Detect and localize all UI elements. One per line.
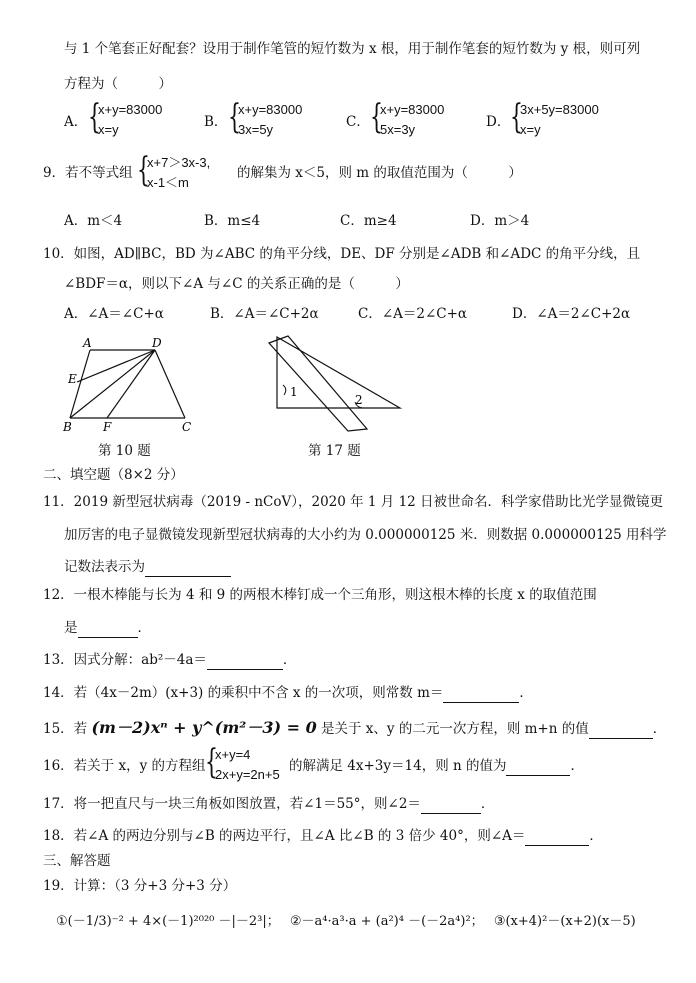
q11-line3 bbox=[64, 557, 231, 577]
q16-suffix-line: 的解满足 4x+3y＝14，则 n 的值为 ． bbox=[289, 758, 584, 774]
q12-text: 是 bbox=[64, 620, 78, 636]
q17-line: 17．将一把直尺与一块三角板如图放置，若∠1＝55°，则∠2＝ ． bbox=[43, 796, 495, 812]
q9-option-b[interactable]: B．m≤4 bbox=[204, 213, 261, 229]
q18-line: 18．若∠A 的两边分别与∠B 的两边平行，且∠A 比∠B 的 3 倍少 40°，则∠A＝ ． bbox=[43, 828, 603, 844]
q14-text: 14．若（4x－2m）(x+3) 的乘积中不含 x 的一次项，则常数 m＝ bbox=[43, 685, 444, 701]
q11-text: 记数法表示为 bbox=[64, 559, 145, 575]
q18-text: 18．若∠A 的两边分别与∠B 的两边平行，且∠A 比∠B 的 3 倍少 40°，则∠A＝ bbox=[43, 828, 526, 844]
option-label: C． bbox=[346, 114, 370, 130]
q19-expr2: ②－a⁴·a³·a + (a²)⁴ －(－2a⁴)²； bbox=[289, 914, 484, 929]
equation-2: 3x=5y bbox=[238, 122, 274, 137]
q19-expressions bbox=[56, 912, 636, 932]
q9-eq2: x-1＜m bbox=[147, 175, 189, 190]
answer-blank[interactable] bbox=[443, 687, 519, 703]
q10-line2: ∠BDF＝α，则以下∠A 与∠C 的关系正确的是（ ） bbox=[64, 276, 409, 292]
answer-blank[interactable] bbox=[78, 622, 138, 638]
answer-blank[interactable] bbox=[421, 798, 481, 814]
q17-text: 17．将一把直尺与一块三角板如图放置，若∠1＝55°，则∠2＝ bbox=[43, 796, 421, 812]
equation-1: 3x+5y=83000 bbox=[520, 102, 599, 117]
q8-option-d[interactable]: D． { 3x+5y=83000 x=y bbox=[486, 97, 599, 137]
q9-option-a[interactable]: A．m＜4 bbox=[64, 213, 123, 229]
section2-heading: 二、填空题（8×2 分） bbox=[43, 467, 184, 483]
fig10-label-a: A bbox=[83, 336, 92, 350]
equation-1: x+y=83000 bbox=[238, 102, 303, 117]
q15-prefix: 15．若 bbox=[43, 721, 88, 737]
equation-1: x+y=83000 bbox=[98, 102, 163, 117]
q8-line1: 与 1 个笔套正好配套？设用于制作笔管的短竹数为 x 根，用于制作笔套的短竹数为 y 根，则可列 bbox=[64, 41, 641, 57]
fig10-caption: 第 10 题 bbox=[98, 443, 151, 459]
q14-line: 14．若（4x－2m）(x+3) 的乘积中不含 x 的一次项，则常数 m＝ ． bbox=[43, 685, 533, 701]
fig17-caption: 第 17 题 bbox=[308, 443, 361, 459]
answer-blank[interactable] bbox=[506, 760, 570, 776]
answer-blank[interactable] bbox=[525, 830, 589, 846]
option-label: B． bbox=[204, 114, 228, 130]
q9-suffix: 的解集为 x＜5，则 m 的取值范围为（ ） bbox=[237, 165, 522, 181]
q19-title: 19．计算：（3 分+3 分+3 分） bbox=[43, 878, 237, 894]
equation-2: x=y bbox=[520, 122, 541, 137]
fig10-label-e: E bbox=[68, 372, 77, 386]
q9-eq1: x+7＞3x-3, bbox=[147, 155, 211, 170]
q10-option-d[interactable]: D．∠A＝2∠C+2α bbox=[512, 306, 631, 322]
fig10-label-c: C bbox=[182, 420, 192, 434]
fig17-label-2: 2 bbox=[355, 393, 363, 407]
q15-line: 15．若 (m－2)xⁿ + y^(m²－3) = 0 是关于 x、y 的二元一次方程，则 m+n 的值 ． bbox=[43, 718, 667, 737]
q9-prefix: 9．若不等式组 bbox=[43, 165, 133, 181]
q13-text: 13．因式分解：ab²－4a＝ bbox=[43, 652, 207, 668]
q8-option-a[interactable]: A． { x+y=83000 x=y bbox=[64, 97, 163, 137]
q16-suffix: 的解满足 4x+3y＝14，则 n 的值为 bbox=[289, 758, 507, 774]
q16-eq2: 2x+y=2n+5 bbox=[215, 767, 280, 782]
fig10-label-d: D bbox=[152, 336, 162, 350]
fig10-label-f: F bbox=[103, 420, 112, 434]
option-label: A． bbox=[64, 114, 88, 130]
q8-option-c[interactable]: C． { x+y=83000 5x=3y bbox=[346, 97, 445, 137]
q10-option-b[interactable]: B．∠A＝∠C+2α bbox=[210, 306, 319, 322]
figure-10 bbox=[55, 335, 205, 435]
option-label: D． bbox=[486, 114, 511, 130]
q9-option-c[interactable]: C．m≥4 bbox=[340, 213, 397, 229]
figure-17 bbox=[262, 333, 407, 433]
fig10-label-b: B bbox=[63, 420, 72, 434]
q12-line2: 是 ． bbox=[64, 620, 151, 636]
q9-option-d[interactable]: D．m＞4 bbox=[470, 213, 530, 229]
fig17-label-1: 1 bbox=[290, 385, 298, 399]
q11-line2: 加厉害的电子显微镜发现新型冠状病毒的大小约为 0.000000125 米．则数据 0.000000125 用科学 bbox=[64, 527, 667, 543]
q10-option-a[interactable]: A．∠A＝∠C+α bbox=[64, 306, 164, 322]
q16-prefix: 16．若关于 x，y 的方程组 bbox=[43, 758, 206, 774]
equation-1: x+y=83000 bbox=[380, 102, 445, 117]
q8-option-b[interactable]: B． { x+y=83000 3x=5y bbox=[204, 97, 303, 137]
answer-blank[interactable] bbox=[207, 654, 283, 670]
q16-eq1: x+y=4 bbox=[215, 747, 251, 762]
q11-line1: 11．2019 新型冠状病毒（2019 - nCoV），2020 年 1 月 12 日被世命名．科学家借助比光学显微镜更 bbox=[43, 494, 664, 510]
q8-line2: 方程为（ ） bbox=[64, 76, 172, 92]
q19-expr3: ③(x+4)²－(x+2)(x－5) bbox=[493, 914, 636, 929]
answer-blank[interactable] bbox=[145, 561, 231, 577]
q13-line: 13．因式分解：ab²－4a＝ ． bbox=[43, 652, 297, 668]
equation-2: 5x=3y bbox=[380, 122, 416, 137]
q10-option-c[interactable]: C．∠A＝2∠C+α bbox=[358, 306, 468, 322]
equation-2: x=y bbox=[98, 122, 119, 137]
q15-equation: (m－2)xⁿ + y^(m²－3) = 0 bbox=[91, 718, 317, 737]
section3-heading: 三、解答题 bbox=[43, 853, 111, 869]
answer-blank[interactable] bbox=[589, 723, 653, 739]
q19-expr1: ①(－1/3)⁻² + 4×(－1)²⁰²⁰ －|－2³|； bbox=[56, 914, 280, 929]
q12-line1: 12．一根木棒能与长为 4 和 9 的两根木棒钉成一个三角形，则这根木棒的长度 x 的取值范围 bbox=[43, 587, 597, 603]
q15-suffix: 是关于 x、y 的二元一次方程，则 m+n 的值 bbox=[321, 721, 589, 737]
q10-line1: 10．如图，AD∥BC，BD 为∠ABC 的角平分线，DE、DF 分别是∠ADB 和∠ADC 的角平分线，且 bbox=[43, 246, 641, 262]
